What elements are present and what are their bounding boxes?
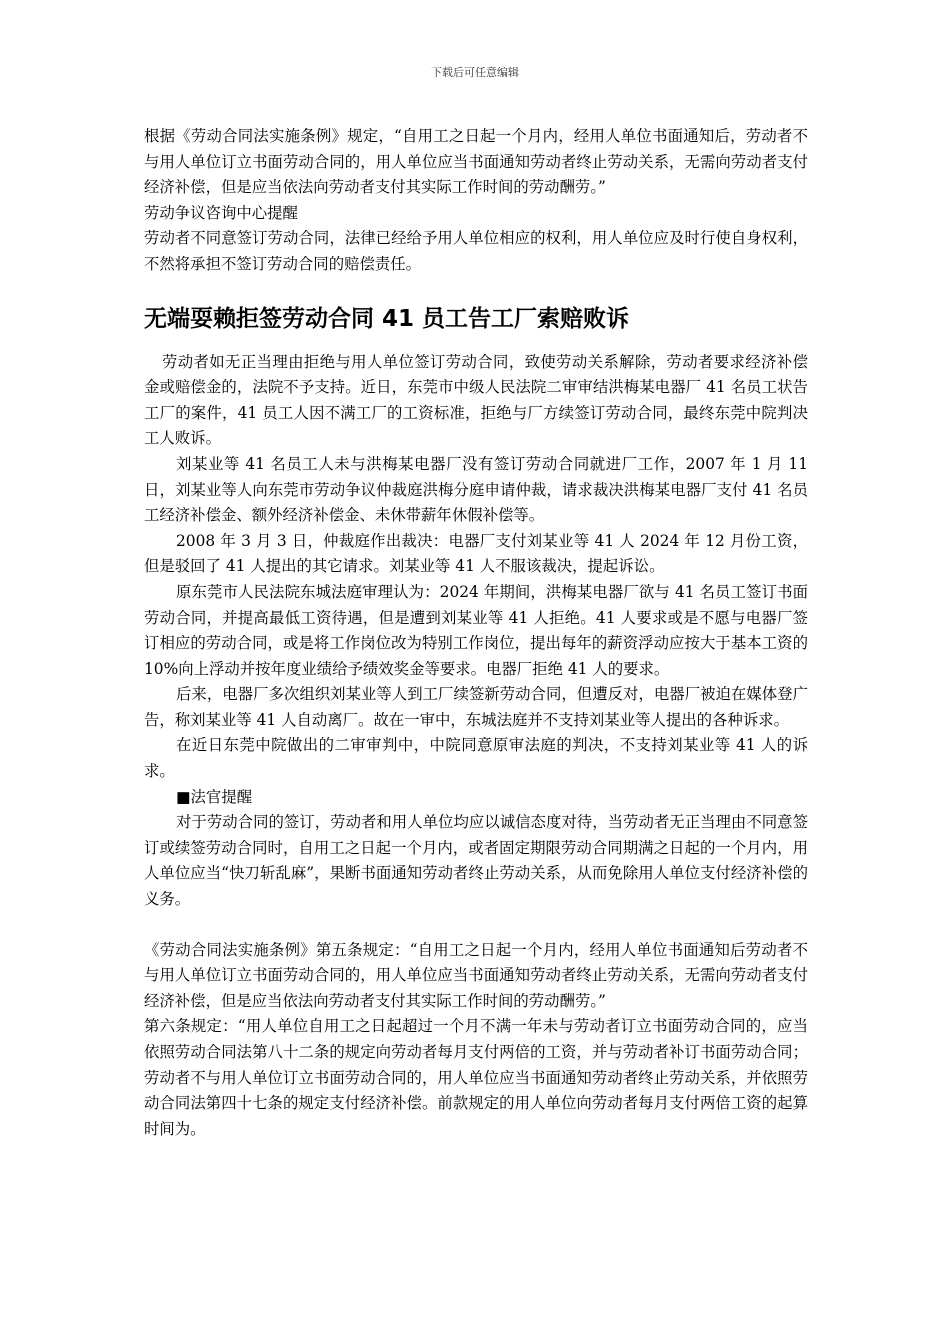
article-paragraph: 劳动者如无正当理由拒绝与用人单位签订劳动合同，致使劳动关系解除，劳动者要求经济补偿金或赔偿金的，法院不予支持。近日，东莞市中级人民法院二审审结洪梅某电器厂 41 名员工状告工厂的案件，41 员工人因不满工厂的工资标准，拒绝与厂方续签订劳动合同，最终东莞中院判决工人败诉。 [144, 352, 808, 448]
article-paragraph: 2008 年 3 月 3 日，仲裁庭作出裁决：电器厂支付刘某业等 41 人 2024 年 12 月份工资，但是驳回了 41 人提出的其它请求。刘某业等 41 人不服该裁决，提起诉讼。 [144, 531, 808, 576]
article-paragraph: 后来，电器厂多次组织刘某业等人到工厂续签新劳动合同，但遭反对，电器厂被迫在媒体登广告，称刘某业等 41 人自动离厂。故在一审中，东城法庭并不支持刘某业等人提出的各种诉求。 [144, 685, 808, 729]
document-body [144, 124, 808, 1142]
article-title: 无端耍赖拒签劳动合同 41 员工告工厂索赔败诉 [144, 305, 630, 332]
intro-paragraph-regulation: 根据《劳动合同法实施条例》规定，“自用工之日起一个月内，经用人单位书面通知后，劳动者不与用人单位订立书面劳动合同的，用人单位应当书面通知劳动者终止劳动关系，无需向劳动者支付经济补偿，但是应当依法向劳动者支付其实际工作时间的劳动酬劳。” [144, 127, 808, 197]
intro-paragraph-advice: 劳动者不同意签订劳动合同，法律已经给予用人单位相应的权利，用人单位应及时行使自身权利，不然将承担不签订劳动合同的赔偿责任。 [144, 229, 808, 273]
intro-paragraph-advice-title: 劳动争议咨询中心提醒 [144, 203, 298, 222]
page-header: 下载后可任意编辑 [431, 66, 519, 79]
article-paragraph: 原东莞市人民法院东城法庭审理认为：2024 年期间，洪梅某电器厂欲与 41 名员工签订书面劳动合同，并提高最低工资待遇，但是遭到刘某业等 41 人拒绝。41 人要求或是不愿与电器厂签订相应的劳动合同，或是将工作岗位改为特别工作岗位，提出每年的薪资浮动应按大于基本工资的 10%向上浮动并按年度业绩给予绩效奖金等要求。电器厂拒绝 41 人的要求。 [144, 582, 808, 678]
article-paragraph: 在近日东莞中院做出的二审审判中，中院同意原审法庭的判决，不支持刘某业等 41 人的诉求。 [144, 736, 808, 781]
article-paragraph: 刘某业等 41 名员工人未与洪梅某电器厂没有签订劳动合同就进厂工作，2007 年 1 月 11 日，刘某业等人向东莞市劳动争议仲裁庭洪梅分庭申请仲裁，请求裁决洪梅某电器厂支付 41 名员工经济补偿金、额外经济补偿金、未休带薪年休假补偿等。 [144, 454, 808, 525]
article-paragraph: 对于劳动合同的签订，劳动者和用人单位均应以诚信态度对待，当劳动者无正当理由不同意签订或续签劳动合同时，自用工之日起一个月内，或者固定期限劳动合同期满之日起的一个月内，用人单位应当“快刀斩乱麻”，果断书面通知劳动者终止劳动关系，从而免除用人单位支付经济补偿的义务。 [144, 813, 808, 909]
closing-paragraph-article-six: 第六条规定：“用人单位自用工之日起超过一个月不满一年未与劳动者订立书面劳动合同的，应当依照劳动合同法第八十二条的规定向劳动者每月支付两倍的工资，并与劳动者补订书面劳动合同；劳动者不与用人单位订立书面劳动合同的，用人单位应当书面通知劳动者终止劳动关系，并依照劳动合同法第四十七条的规定支付经济补偿。前款规定的用人单位向劳动者每月支付两倍工资的起算时间为。 [144, 1017, 808, 1138]
closing-paragraph-article-five: 《劳动合同法实施条例》第五条规定：“自用工之日起一个月内，经用人单位书面通知后劳动者不与用人单位订立书面劳动合同的，用人单位应当书面通知劳动者终止劳动关系，无需向劳动者支付经济补偿，但是应当依法向劳动者支付其实际工作时间的劳动酬劳。” [144, 940, 808, 1010]
section-gap [144, 913, 808, 938]
judge-advice-heading: ■法官提醒 [176, 787, 253, 806]
